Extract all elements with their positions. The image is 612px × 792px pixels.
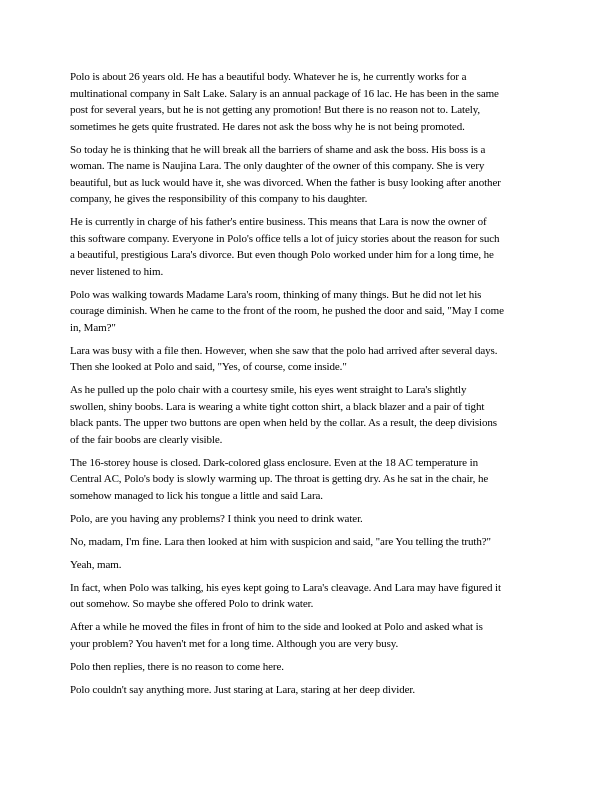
paragraph — [70, 343, 552, 376]
paragraph — [70, 534, 552, 551]
paragraph — [70, 659, 552, 676]
paragraph — [70, 382, 552, 448]
paragraph — [70, 557, 552, 574]
text-line: Central AC, Polo's body is slowly warming up. The throat is getting dry. As he sat in the chair, he — [70, 473, 489, 485]
paragraph — [70, 142, 552, 208]
text-line: He is currently in charge of his father's entire business. This means that Lara is now the owner of — [70, 216, 487, 228]
text-line: The 16-storey house is closed. Dark-colored glass enclosure. Even at the 18 AC temperature in — [70, 456, 478, 469]
text-line: After a while he moved the files in front of him to the side and looked at Polo and asked what is — [70, 621, 483, 633]
text-line: Polo couldn't say anything more. Just staring at Lara, staring at her deep divider. — [70, 683, 415, 696]
text-line: in, Mam?" — [70, 321, 116, 334]
paragraph — [70, 619, 552, 652]
paragraph — [70, 287, 552, 337]
paragraph — [70, 69, 552, 135]
text-line: Polo was walking towards Madame Lara's room, thinking of many things. But he did not let his — [70, 288, 482, 301]
document-text — [70, 69, 552, 705]
text-line: Polo then replies, there is no reason to come here. — [70, 660, 284, 673]
text-line: of the fair boobs are clearly visible. — [70, 433, 223, 446]
text-line: somehow managed to lick his tongue a little and said Lara. — [70, 489, 323, 502]
text-line: company, he gives the responsibility of this company to his daughter. — [70, 193, 368, 205]
text-line: a beautiful, prestigious Lara's divorce. But even though Polo worked under him for a long time, he — [70, 249, 494, 261]
text-line: Polo is about 26 years old. He has a beautiful body. Whatever he is, he currently works for a — [70, 71, 467, 83]
text-line: Lara was busy with a file then. However, when she saw that the polo had arrived after several days. — [70, 344, 498, 357]
text-line: your problem? You haven't met for a long time. Although you are very busy. — [70, 637, 399, 650]
text-line: never listened to him. — [70, 265, 164, 278]
paragraph — [70, 511, 552, 528]
paragraph — [70, 682, 552, 699]
text-line: multinational company in Salt Lake. Salary is an annual package of 16 lac. He has been in the same — [70, 87, 499, 100]
text-line: sometimes he gets quite frustrated. He dares not ask the boss why he is not being promoted. — [70, 120, 465, 133]
text-line: this software company. Everyone in Polo's office tells a lot of juicy stories about the reason for such — [70, 232, 500, 245]
text-line: woman. The name is Naujina Lara. The only daughter of the owner of this company. She is very — [70, 160, 485, 172]
text-line: No, madam, I'm fine. Lara then looked at him with suspicion and said, "are You telling the truth?" — [70, 535, 491, 548]
paragraph — [70, 214, 552, 280]
text-line: Polo, are you having any problems? I think you need to drink water. — [70, 512, 363, 525]
text-line: beautiful, but as luck would have it, she was divorced. When the father is busy looking after another — [70, 176, 501, 189]
text-line: As he pulled up the polo chair with a courtesy smile, his eyes went straight to Lara's slightly — [70, 384, 467, 396]
text-line: In fact, when Polo was talking, his eyes kept going to Lara's cleavage. And Lara may have figured it — [70, 581, 501, 594]
text-line: So today he is thinking that he will break all the barriers of shame and ask the boss. His boss is a — [70, 143, 486, 156]
text-line: Yeah, mam. — [70, 558, 122, 571]
text-line: black pants. The upper two buttons are open when held by the collar. As a result, the deep divisions — [70, 417, 497, 429]
paragraph — [70, 455, 552, 505]
text-line: swollen, shiny boobs. Lara is wearing a white tight cotton shirt, a black blazer and a pair of tight — [70, 400, 485, 413]
text-line: Then she looked at Polo and said, "Yes, of course, come inside." — [70, 361, 347, 373]
text-line: courage diminish. When he came to the front of the room, he pushed the door and said, "May I come — [70, 305, 504, 317]
paragraph — [70, 580, 552, 613]
text-line: out somehow. So maybe she offered Polo to drink water. — [70, 598, 314, 610]
text-line: post for several years, but he is not getting any promotion! But there is no reason not to. Lately, — [70, 104, 481, 116]
